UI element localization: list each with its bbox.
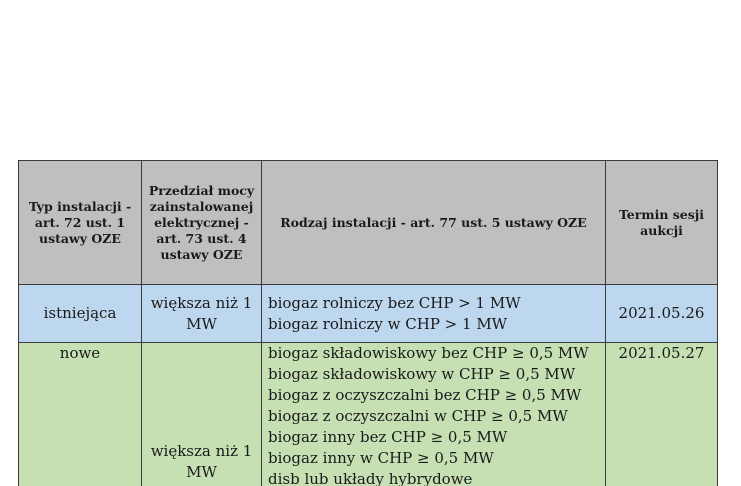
table-row bbox=[19, 343, 718, 486]
cell-power-range: większa niż 1 MW bbox=[142, 285, 262, 343]
cell-installation-kinds bbox=[262, 343, 606, 486]
kind-line: biogaz inny w CHP ≥ 0,5 MW bbox=[268, 449, 494, 467]
cell-installation-type: nowe bbox=[19, 343, 142, 486]
cell-installation-kinds bbox=[262, 285, 606, 343]
auction-table bbox=[18, 160, 718, 486]
kind-line: disb lub układy hybrydowe bbox=[268, 470, 473, 486]
cell-installation-type: istniejąca bbox=[19, 285, 142, 343]
header-installation-type: Typ instalacji - art. 72 ust. 1 ustawy OZE bbox=[19, 161, 142, 285]
table-header-row bbox=[19, 161, 718, 285]
kind-line: biogaz rolniczy bez CHP > 1 MW bbox=[268, 293, 521, 312]
kind-line: biogaz z oczyszczalni bez CHP ≥ 0,5 MW bbox=[268, 386, 582, 404]
header-session-date: Termin sesji aukcji bbox=[606, 161, 718, 285]
cell-session-date: 2021.05.27 bbox=[606, 343, 718, 486]
kind-line: biogaz inny bez CHP ≥ 0,5 MW bbox=[268, 428, 508, 446]
kind-line: biogaz składowiskowy bez CHP ≥ 0,5 MW bbox=[268, 344, 589, 362]
kind-line: biogaz z oczyszczalni w CHP ≥ 0,5 MW bbox=[268, 407, 568, 425]
header-power-range: Przedział mocy zainstalowanej elektrycznej - art. 73 ust. 4 ustawy OZE bbox=[142, 161, 262, 285]
cell-session-date: 2021.05.26 bbox=[606, 285, 718, 343]
kind-line: biogaz rolniczy w CHP > 1 MW bbox=[268, 314, 508, 333]
header-installation-kind: Rodzaj instalacji - art. 77 ust. 5 ustawy OZE bbox=[262, 161, 606, 285]
kind-line: biogaz składowiskowy w CHP ≥ 0,5 MW bbox=[268, 365, 576, 383]
table-row bbox=[19, 285, 718, 343]
cell-power-range: większa niż 1 MW bbox=[142, 343, 262, 486]
